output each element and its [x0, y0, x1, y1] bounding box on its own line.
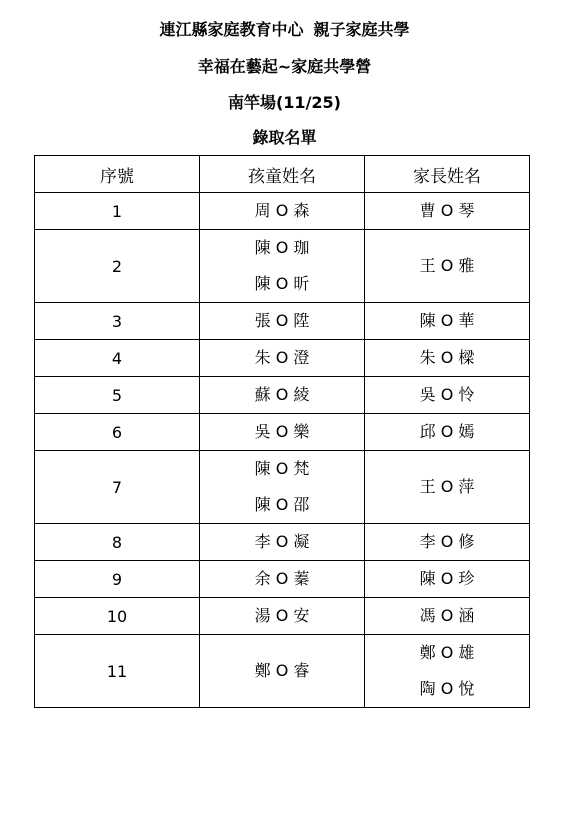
- parent-name: 王 O 萍: [419, 477, 475, 496]
- parent-name: 馮 O 涵: [419, 606, 475, 625]
- parent-name-cell: [365, 414, 530, 451]
- table-row: [35, 635, 530, 708]
- table-row: [35, 340, 530, 377]
- session-title: 南竿場(11/25): [227, 93, 341, 112]
- table-row: [35, 598, 530, 635]
- parent-name-cell: [365, 598, 530, 635]
- parent-name: 邱 O 嫣: [419, 422, 475, 441]
- child-name-cell: [200, 451, 365, 524]
- child-name-cell: [200, 524, 365, 561]
- parent-name-cell: [365, 524, 530, 561]
- child-name: 陳 O 梵: [254, 459, 310, 478]
- parent-name: 鄭 O 雄: [419, 643, 475, 662]
- parent-name-cell: [365, 303, 530, 340]
- parent-name-cell: [365, 340, 530, 377]
- child-name: 湯 O 安: [254, 606, 310, 625]
- header-child-name: 孩童姓名: [200, 156, 365, 193]
- child-name: 陳 O 邵: [254, 495, 310, 514]
- table-row: [35, 561, 530, 598]
- parent-name: 朱 O 樑: [419, 348, 475, 367]
- child-name: 蘇 O 綾: [254, 385, 310, 404]
- table-row: [35, 377, 530, 414]
- header-number: 序號: [35, 156, 200, 193]
- child-name: 陳 O 昕: [254, 274, 310, 293]
- child-name: 李 O 凝: [254, 532, 310, 551]
- center-title: [0, 20, 569, 40]
- table-row: [35, 451, 530, 524]
- row-number: 2: [35, 230, 200, 303]
- row-number: 5: [35, 377, 200, 414]
- row-number: 7: [35, 451, 200, 524]
- event-title: 幸福在藝起~家庭共學營: [197, 57, 372, 76]
- admission-table: [34, 155, 530, 708]
- table-row: [35, 230, 530, 303]
- parent-name: 陳 O 華: [419, 311, 475, 330]
- child-name: 周 O 森: [254, 201, 310, 220]
- child-name-cell: [200, 303, 365, 340]
- parent-name-cell: [365, 451, 530, 524]
- child-name-cell: [200, 340, 365, 377]
- child-name: 吳 O 樂: [254, 422, 310, 441]
- organizer-name: 連江縣家庭教育中心: [159, 20, 304, 39]
- header-parent-name: 家長姓名: [365, 156, 530, 193]
- child-name-cell: [200, 561, 365, 598]
- child-name: 朱 O 澄: [254, 348, 310, 367]
- list-title: 錄取名單: [252, 128, 317, 147]
- parent-name-cell: [365, 635, 530, 708]
- parent-name-cell: [365, 193, 530, 230]
- child-name-cell: [200, 230, 365, 303]
- child-name: 余 O 蓁: [254, 569, 310, 588]
- table-row: [35, 303, 530, 340]
- table-row: [35, 414, 530, 451]
- row-number: 10: [35, 598, 200, 635]
- child-name: 張 O 陞: [254, 311, 310, 330]
- row-number: 1: [35, 193, 200, 230]
- program-name: 親子家庭共學: [313, 20, 410, 39]
- parent-name-cell: [365, 377, 530, 414]
- parent-name-cell: [365, 561, 530, 598]
- parent-name: 王 O 雅: [419, 256, 475, 275]
- child-name: 鄭 O 睿: [254, 661, 310, 680]
- row-number: 9: [35, 561, 200, 598]
- table-body: [35, 193, 530, 708]
- row-number: 6: [35, 414, 200, 451]
- table-row: [35, 524, 530, 561]
- row-number: 11: [35, 635, 200, 708]
- child-name: 陳 O 珈: [254, 238, 310, 257]
- parent-name: 曹 O 琴: [419, 201, 475, 220]
- parent-name: 陳 O 珍: [419, 569, 475, 588]
- child-name-cell: [200, 635, 365, 708]
- row-number: 8: [35, 524, 200, 561]
- child-name-cell: [200, 377, 365, 414]
- child-name-cell: [200, 598, 365, 635]
- table-row: [35, 193, 530, 230]
- child-name-cell: [200, 414, 365, 451]
- row-number: 3: [35, 303, 200, 340]
- parent-name: 陶 O 悅: [419, 679, 475, 698]
- parent-name: 李 O 修: [419, 532, 475, 551]
- parent-name: 吳 O 怜: [419, 385, 475, 404]
- child-name-cell: [200, 193, 365, 230]
- table-header-row: [35, 156, 530, 193]
- row-number: 4: [35, 340, 200, 377]
- parent-name-cell: [365, 230, 530, 303]
